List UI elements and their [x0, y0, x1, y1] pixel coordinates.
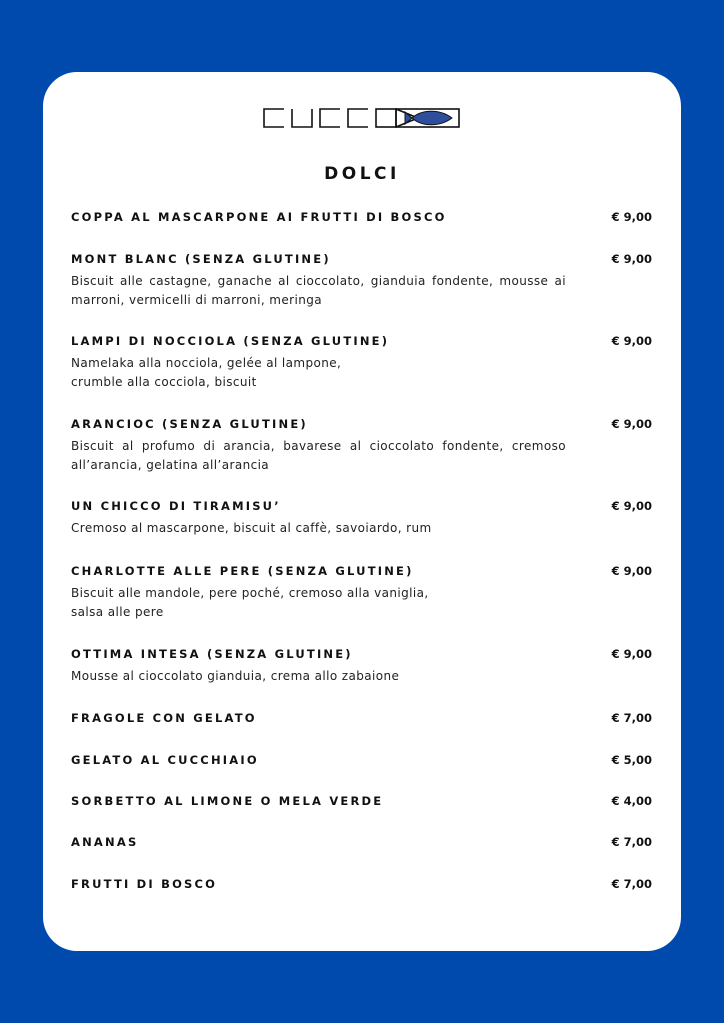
- item-price: € 7,00: [611, 835, 652, 849]
- item-price: € 9,00: [611, 210, 652, 224]
- item-name: ANANAS: [71, 835, 139, 849]
- item-description: Cremoso al mascarpone, biscuit al caffè, savoiardo, rum: [71, 521, 432, 535]
- item-price: € 9,00: [611, 252, 652, 266]
- item-description: Biscuit al profumo di arancia, bavarese al cioccolato fondente, cremoso all’arancia, gelatina all’arancia: [71, 439, 566, 472]
- menu-item: [71, 210, 651, 224]
- item-description: Biscuit alle castagne, ganache al cioccolato, gianduia fondente, mousse ai marroni, vermicelli di marroni, meringa: [71, 274, 566, 307]
- item-name: FRUTTI DI BOSCO: [71, 877, 218, 891]
- menu-item: [71, 711, 651, 725]
- item-price: € 9,00: [611, 499, 652, 513]
- menu-item: [71, 835, 651, 849]
- item-price: € 9,00: [611, 564, 652, 578]
- item-price: € 4,00: [611, 794, 652, 808]
- fish-logo-icon: [262, 107, 462, 129]
- menu-item: [71, 794, 651, 808]
- menu-item: [71, 252, 651, 310]
- item-name: ARANCIOC (SENZA GLUTINE): [71, 417, 308, 431]
- menu-item: [71, 334, 651, 392]
- page-title: DOLCI: [324, 164, 400, 184]
- menu-item: [71, 877, 651, 891]
- item-name: SORBETTO AL LIMONE O MELA VERDE: [71, 794, 384, 808]
- item-price: € 9,00: [611, 417, 652, 431]
- item-name: COPPA AL MASCARPONE AI FRUTTI DI BOSCO: [71, 210, 447, 224]
- item-description: Mousse al cioccolato gianduia, crema allo zabaione: [71, 669, 400, 683]
- item-price: € 5,00: [611, 753, 652, 767]
- item-name: LAMPI DI NOCCIOLA (SENZA GLUTINE): [71, 334, 390, 348]
- menu-item: [71, 499, 651, 538]
- item-name: MONT BLANC (SENZA GLUTINE): [71, 252, 331, 266]
- item-description: Namelaka alla nocciola, gelée al lampone, crumble alla cocciola, biscuit: [71, 356, 342, 389]
- item-name: UN CHICCO DI TIRAMISU’: [71, 499, 281, 513]
- menu-item: [71, 417, 651, 475]
- menu-card: [43, 72, 681, 951]
- item-name: OTTIMA INTESA (SENZA GLUTINE): [71, 647, 353, 661]
- item-name: GELATO AL CUCCHIAIO: [71, 753, 259, 767]
- item-price: € 9,00: [611, 334, 652, 348]
- item-name: FRAGOLE CON GELATO: [71, 711, 257, 725]
- menu-item: [71, 647, 651, 686]
- item-name: CHARLOTTE ALLE PERE (SENZA GLUTINE): [71, 564, 414, 578]
- menu-item: [71, 753, 651, 767]
- menu-item: [71, 564, 651, 622]
- cucco-logo: [262, 107, 462, 129]
- item-price: € 7,00: [611, 877, 652, 891]
- item-price: € 7,00: [611, 711, 652, 725]
- item-price: € 9,00: [611, 647, 652, 661]
- item-description: Biscuit alle mandole, pere poché, cremoso alla vaniglia, salsa alle pere: [71, 586, 429, 619]
